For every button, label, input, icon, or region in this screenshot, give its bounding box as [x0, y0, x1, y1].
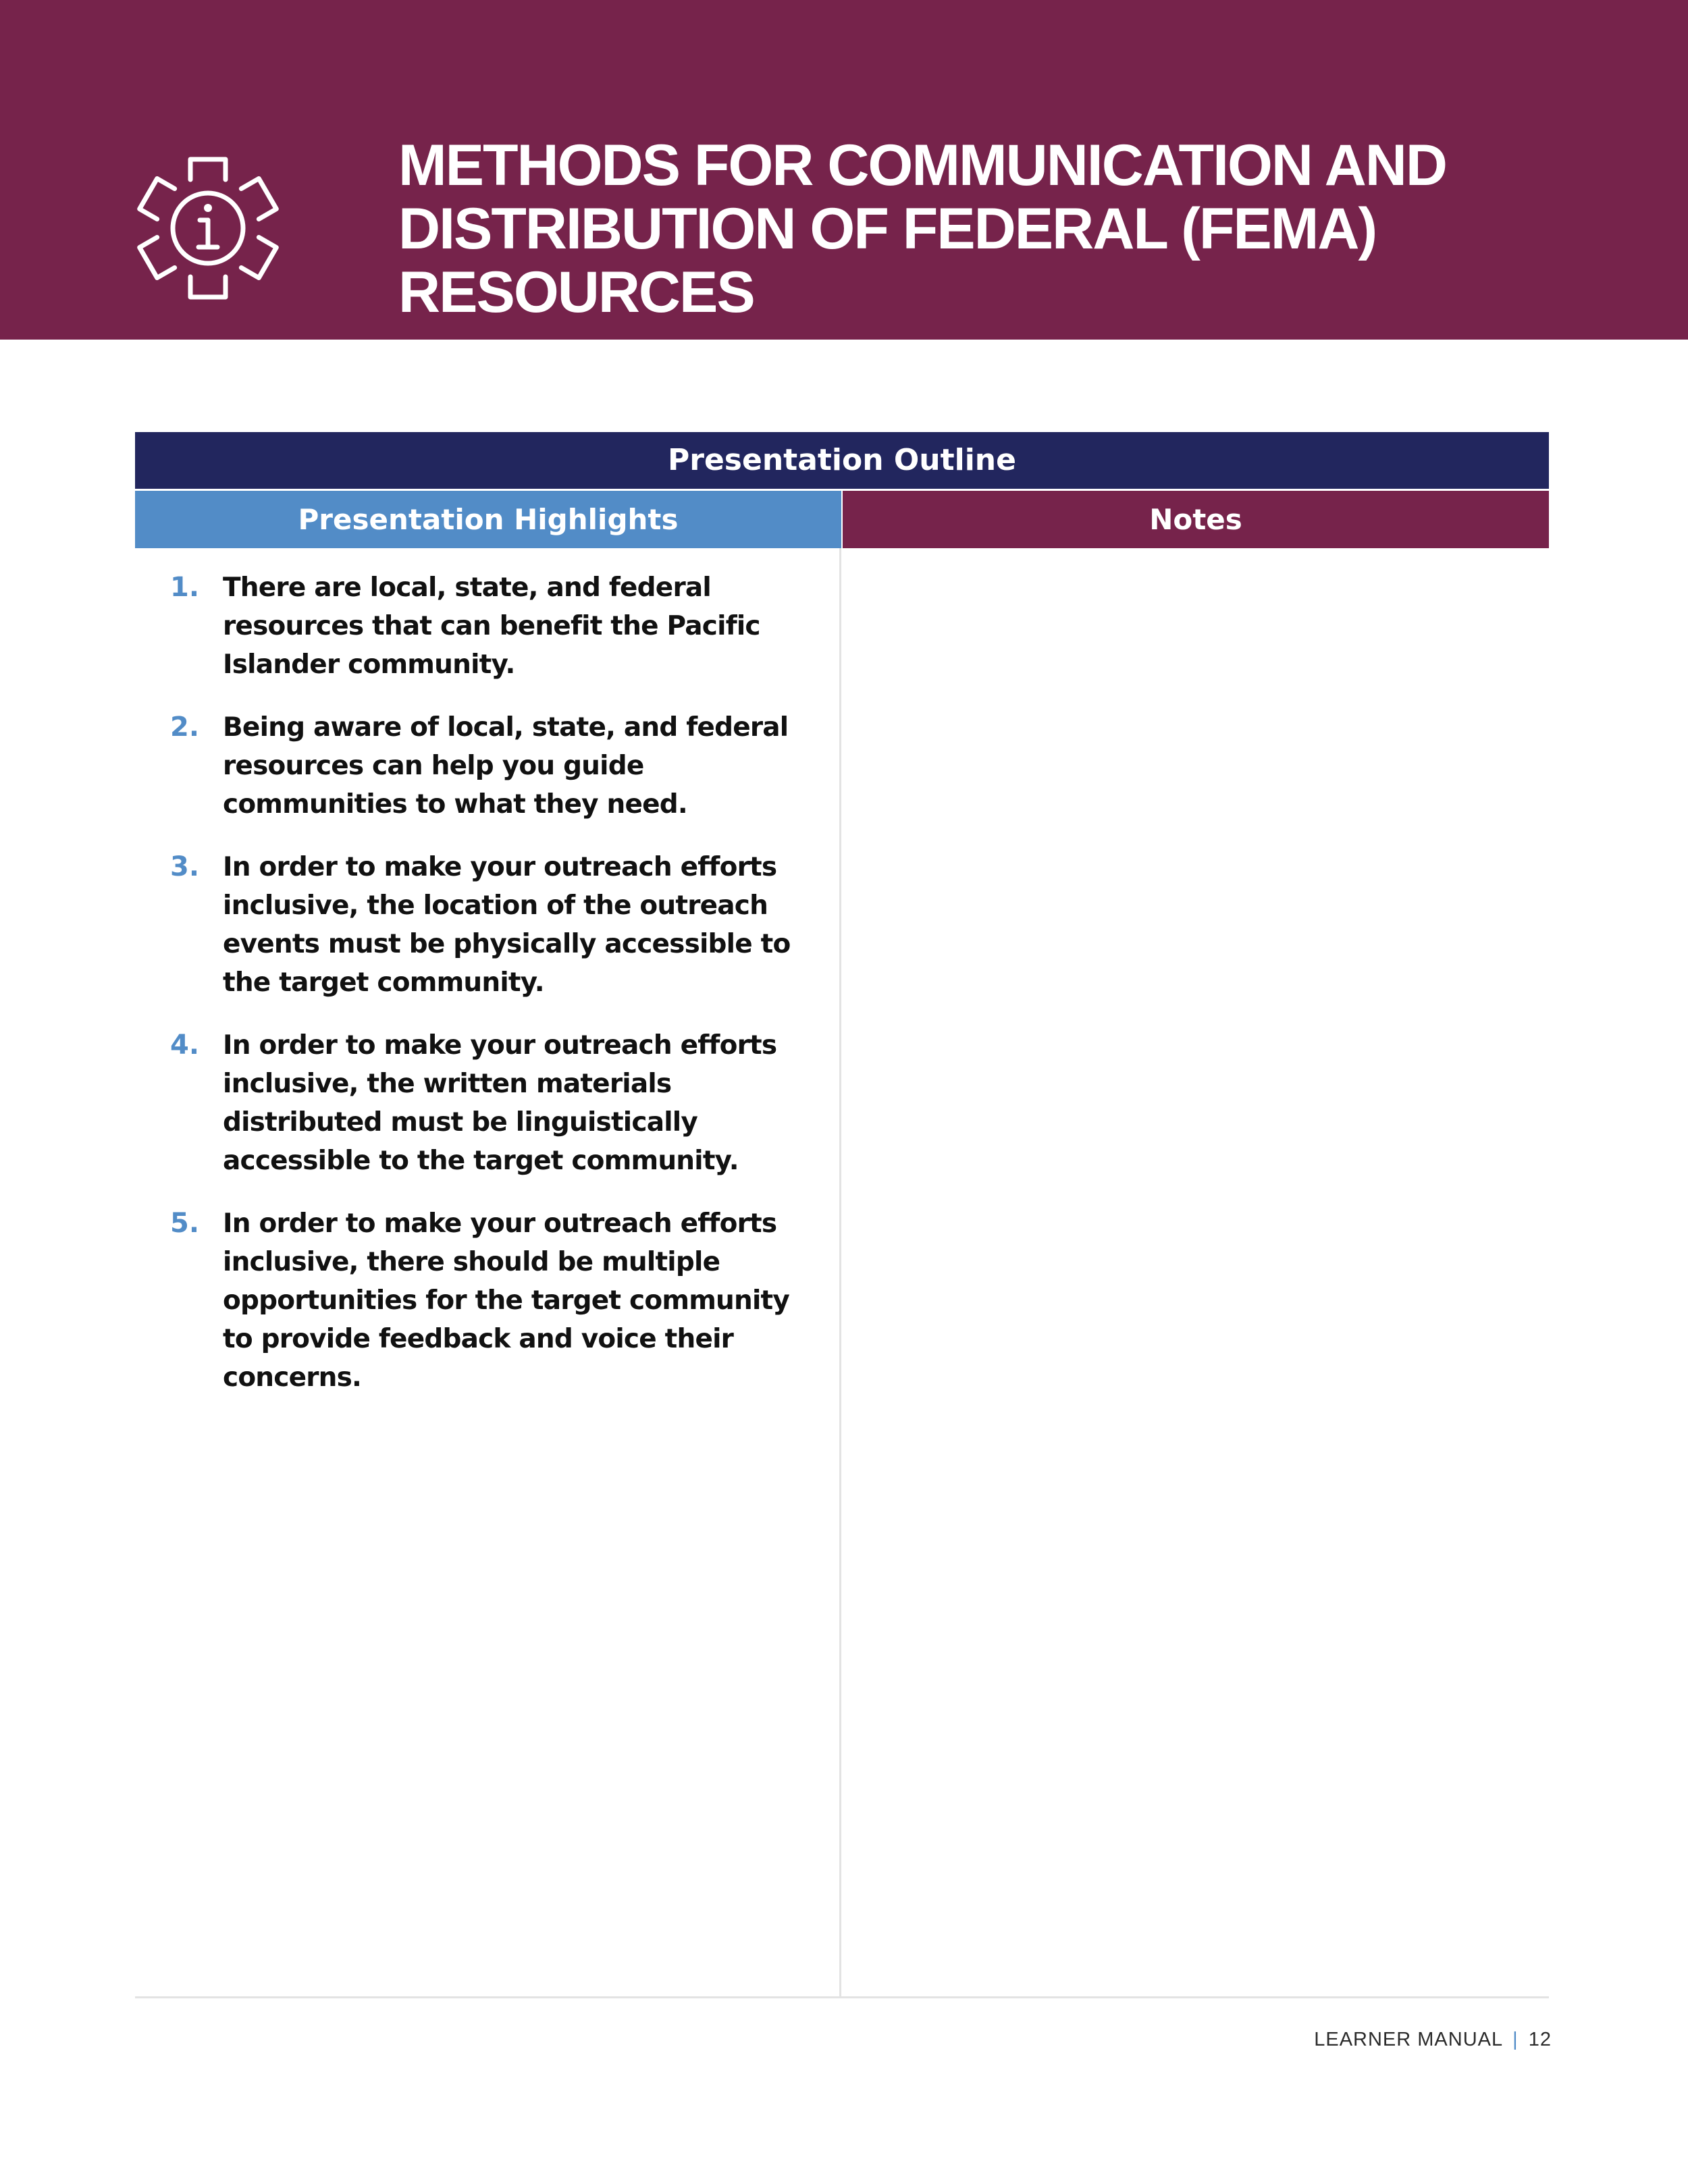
item-number: 1. — [170, 572, 200, 603]
item-text: In order to make your outreach efforts inclusive, the written materials distributed must be linguistically accessible to the target community. — [223, 1030, 777, 1176]
notes-column[interactable] — [841, 548, 1549, 1996]
item-number: 3. — [170, 851, 200, 882]
item-text: In order to make your outreach efforts inclusive, the location of the outreach events must be physically accessible to the target community. — [223, 852, 791, 998]
highlights-list — [135, 568, 839, 1397]
column-headers — [135, 491, 1549, 548]
item-text: In order to make your outreach efforts inclusive, there should be multiple opportunities for the target community to provide feedback and voice their concerns. — [223, 1208, 789, 1393]
highlights-column-header: Presentation Highlights — [135, 491, 841, 548]
presentation-outline-table — [135, 432, 1549, 1998]
item-text: Being aware of local, state, and federal resources can help you guide communities to what they need. — [223, 712, 789, 820]
page-title: METHODS FOR COMMUNICATION AND DISTRIBUTION OF FEDERAL (FEMA) RESOURCES — [398, 133, 1446, 325]
item-number: 4. — [170, 1030, 200, 1061]
list-item — [135, 1204, 839, 1397]
item-text: There are local, state, and federal resources that can benefit the Pacific Islander community. — [223, 572, 760, 680]
highlights-column — [135, 548, 841, 1996]
list-item — [135, 568, 839, 684]
list-item — [135, 1026, 839, 1180]
header-band — [0, 0, 1688, 340]
table-body — [135, 548, 1549, 1998]
list-item — [135, 708, 839, 824]
footer-separator: | — [1512, 2029, 1519, 2050]
page-number: 12 — [1528, 2029, 1552, 2050]
item-number: 5. — [170, 1208, 200, 1239]
page-footer — [1314, 2029, 1552, 2051]
list-item — [135, 848, 839, 1002]
info-gear-icon — [132, 153, 284, 304]
footer-label: LEARNER MANUAL — [1314, 2029, 1503, 2050]
table-title: Presentation Outline — [135, 432, 1549, 489]
item-number: 2. — [170, 712, 200, 743]
notes-column-header: Notes — [843, 491, 1549, 548]
